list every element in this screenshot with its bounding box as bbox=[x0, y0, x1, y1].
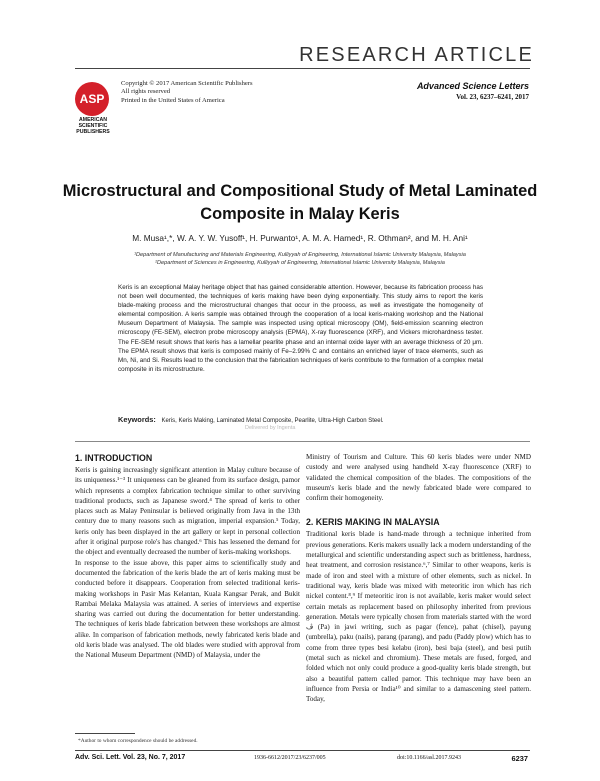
journal-volume: Vol. 23, 6237–6241, 2017 bbox=[456, 93, 529, 101]
footer-issn: 1936-6612/2017/23/6237/005 bbox=[254, 755, 326, 761]
paragraph: Ministry of Tourism and Culture. This 60 keris blades were under NMD custody and were analysed using handheld X-ray fluorescence (XRF) to validated the chemical composition of the blades. The compositions of the museum's keris blade and the newly fabricated blade were compared to confirm their homogeneity. bbox=[306, 453, 531, 503]
rights-line: All rights reserved bbox=[121, 88, 171, 96]
left-column bbox=[75, 452, 300, 661]
delivery-watermark: Delivered by Ingenta bbox=[245, 425, 296, 431]
author-list: M. Musa¹,*, W. A. Y. W. Yusoff¹, H. Purwanto¹, A. M. A. Hamed¹, R. Othman², and M. H. Ani¹ bbox=[132, 233, 468, 243]
keywords-text: Keris, Keris Making, Laminated Metal Composite, Pearlite, Ultra-High Carbon Steel. bbox=[161, 418, 384, 424]
copyright-line: Copyright © 2017 American Scientific Publishers bbox=[121, 80, 253, 87]
section-heading-introduction: 1. INTRODUCTION bbox=[75, 453, 153, 463]
journal-name: Advanced Science Letters bbox=[416, 81, 529, 91]
footer-rule bbox=[75, 750, 530, 751]
footer-citation: Adv. Sci. Lett. Vol. 23, No. 7, 2017 bbox=[75, 754, 186, 761]
publisher-logo-icon: ASP bbox=[75, 82, 109, 116]
footnote: *Author to whom correspondence should be addressed. bbox=[78, 738, 198, 744]
paragraph: In response to the issue above, this paper aims to scientifically study and documented the fabrication of the keris blade the art of keris making must be conducted before it disappears. Cooperation from selected traditional keris-making workshops in Pasir Mas Kelantan, Kuala Kangsar Perak, and Bukit Rambai Melaka Malaysia was attained. A series of interviews and expertise sharing was carried out during the documentation for better understanding. The techniques of keris blade fabrication between these workshops are almost alike. In comparison of fabrication methods, newly fabricated keris blade and old keris blade was analysed. The old blades were studied with approval from the National Museum Department (NMD) of Malaysia, under the bbox=[75, 558, 300, 660]
copyright-block bbox=[121, 80, 253, 105]
article-type-label: RESEARCH ARTICLE bbox=[299, 44, 534, 66]
affiliation-2: ²Department of Sciences in Engineering, Kulliyyah of Engineering, International Islamic University Malaysia, Malaysia bbox=[155, 260, 445, 266]
footnote-rule bbox=[75, 733, 135, 734]
header-rule bbox=[75, 68, 530, 69]
printed-line: Printed in the United States of America bbox=[121, 96, 225, 104]
paragraph: Traditional keris blade is hand-made through a technique inherited from previous generations. Keris makers usually lack a modern understanding of the metallurgical and scientific understanding aspect such as brittleness, hardness, heat treatment, and corrosion resistance.⁶,⁷ Similar to other weapons, keris is made of iron and steel with a mixture of other elements, such as nickel. In traditional way, keris blade was mixed with meteoritic iron which has rich nickel content.⁸,⁹ If meteoritic iron is not available, keris maker would select certain metals as replacement based on philosophy inherited from previous generation. Metals were typically chosen from materials started with the word ڤ (Pa) in jawi writing, such as pagar (fence), pahat (chisel), payung (umbrella), paku (nails), parang (parang), and padu (Paddy plow) which has to come from three types besi kelabu (iron), besi baja (steel), and besi putih (metal such as nickel and chromium). These metals are fused, forged, and folded which not only could produce a good-quality keris blade strength, but also a beautiful pattern called pamor. This technique may have been an influence from Persia or India¹⁰ and similar to a damascening steel pattern. Today, bbox=[306, 530, 531, 704]
body-rule bbox=[75, 441, 530, 442]
affiliation-1: ¹Department of Manufacturing and Materials Engineering, Kulliyyah of Engineering, International Islamic University Malaysia, Malaysia bbox=[134, 252, 466, 258]
section-heading-keris-making: 2. KERIS MAKING IN MALAYSIA bbox=[306, 517, 440, 528]
footer-doi: doi:10.1166/asl.2017.9243 bbox=[397, 755, 461, 761]
spacer bbox=[306, 503, 531, 516]
keywords-line bbox=[118, 415, 518, 426]
right-column bbox=[306, 452, 531, 705]
paper-title: Microstructural and Compositional Study of Metal Laminated Composite in Malay Keris bbox=[62, 182, 538, 223]
keywords-label: Keywords: bbox=[118, 415, 156, 424]
paragraph: Keris is gaining increasingly significant attention in Malay culture because of its uniqueness.¹⁻³ It uniqueness can be gleaned from its surface design, pamor which represents a complex fabrication technique similar to other surviving traditional products, such as Japanese sword.⁴ The spread of keris to other places such as Malay Peninsular is believed originally from Java in the 13th century due to many reasons such as migration, imperial expansion.⁵ Today, keris only has been displayed in the art gallery or kept in personal collection after it original purpose role's has changed.⁶ This has lessened the demand for the object and eventually decreased the number of keris-making workshops. bbox=[75, 466, 300, 557]
abstract: Keris is an exceptional Malay heritage object that has gained considerable attention. However, because its fabrication process has not been well documented, the techniques of keris making have been dying exponentially. This study aims to report the keris blade-making process and the microstructural changes that occur in the process, as well as investigate the homogeneity of elemental composition. A keris sample was obtained through the cooperation of a local keris-making workshop and the National Museum Department of Malaysia. The sample was inspected using optical microscopy (OM), field-emission scanning electron microscopy (FE-SEM), electron probe microscopy analysis (EPMA), X-ray fluorescence (XRF), and Vickers microhardness tester. The FE-SEM result shows that keris has a lamellar pearlite phase and an internal oxide layer with an average thickness of 20 μm. The EPMA result shows that keris is composed mainly of Fe–2.99% C and contains an enriched layer of trace elements, such as Mn, Ni, and Si. Results lead to the conclusion that the fabrication techniques of keris contribute to the formation of a complex metal composite in its microstructure. bbox=[118, 284, 483, 373]
publisher-logo-caption: AMERICAN SCIENTIFIC PUBLISHERS bbox=[76, 117, 110, 135]
journal-info bbox=[417, 80, 529, 102]
affiliations bbox=[40, 251, 560, 267]
page-number: 6237 bbox=[511, 754, 528, 763]
